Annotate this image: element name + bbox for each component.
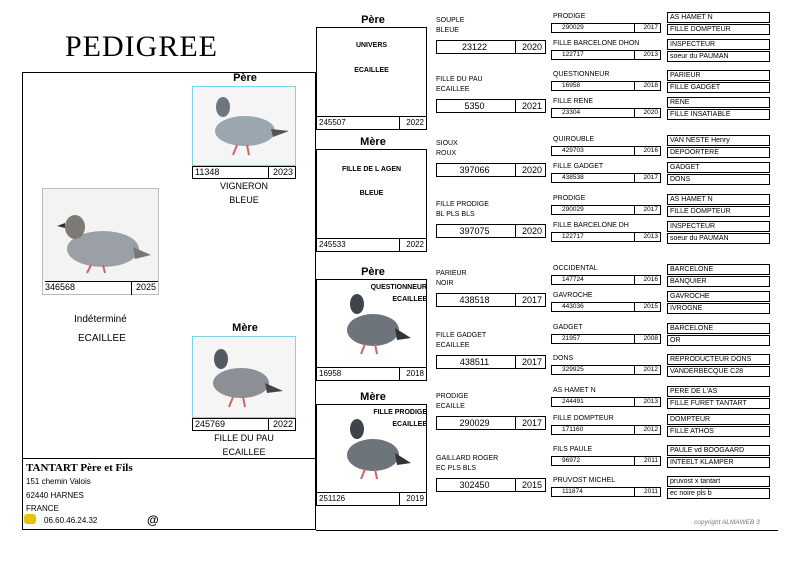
g5-dam: ec noire pls b	[667, 488, 770, 499]
g3-line1: FILLE PRODIGE	[436, 201, 489, 208]
g3-box	[436, 452, 546, 496]
g3-ring-row	[436, 416, 546, 430]
g2-year: 2019	[406, 494, 424, 503]
g5-sire: AS HAMET N	[667, 194, 770, 205]
sire-ring: 11348	[195, 167, 220, 177]
g4-box	[551, 414, 661, 437]
subject-photo-frame	[42, 188, 159, 295]
g5-sire: AS HAMET N	[667, 12, 770, 23]
g5-dam: soeur du PAUMAN	[667, 51, 770, 62]
g3-ring: 397075	[459, 226, 490, 236]
ring-divider	[399, 493, 400, 506]
ring-divider	[634, 51, 635, 59]
g3-line1: FILLE DU PAU	[436, 76, 483, 83]
ring-divider	[634, 24, 635, 32]
g5-dam: INTEELT KLAMPER	[667, 457, 770, 468]
ring-divider	[634, 82, 635, 90]
g4-box	[551, 97, 661, 120]
g2-ring-row	[317, 367, 426, 380]
g2-box	[316, 149, 427, 252]
g4-ring-row	[551, 205, 661, 215]
g4-ring-row	[551, 173, 661, 183]
g5-dam: FILLE DOMPTEUR	[667, 24, 770, 35]
owner-separator	[22, 458, 316, 459]
ring-divider	[634, 488, 635, 496]
g4-ring: 443036	[562, 303, 584, 310]
g2-color: BLEUE	[359, 190, 384, 197]
dam-color: ECAILLEE	[222, 447, 266, 457]
g4-ring: 122717	[562, 233, 584, 240]
g4-year: 2013	[643, 233, 658, 240]
g4-box	[551, 221, 661, 244]
g5-dam: FILLE INSATIABLE	[667, 109, 770, 120]
g3-line1: FILLE GADGET	[436, 332, 487, 339]
dam-year: 2022	[272, 419, 293, 429]
g4-box	[551, 291, 661, 314]
ring-divider	[515, 417, 516, 429]
ring-divider	[634, 457, 635, 465]
g4-year: 2016	[643, 147, 658, 154]
g5-sire: GADGET	[667, 162, 770, 173]
g3-year: 2017	[521, 418, 542, 428]
pigeon-photo	[43, 189, 158, 281]
g4-ring: 329925	[562, 366, 584, 373]
g5-sire: INSPECTEUR	[667, 221, 770, 232]
g3-year: 2015	[521, 480, 542, 490]
subject-ring: 346568	[45, 282, 76, 292]
g2-ring: 245507	[319, 118, 346, 127]
g4-year: 2013	[643, 398, 658, 405]
subject-year: 2025	[135, 282, 156, 292]
g4-name: FILS PAULE	[553, 446, 593, 453]
ring-divider	[399, 117, 400, 130]
g2-header: Mère	[360, 136, 386, 148]
email-icon[interactable]: @	[147, 513, 159, 527]
g3-line1: PARIEUR	[436, 270, 467, 277]
g3-line2: BLEUE	[436, 27, 459, 34]
g4-box	[551, 445, 661, 468]
g4-year: 2011	[644, 488, 658, 495]
g5-sire: GAVROCHE	[667, 291, 770, 302]
g4-name: PRODIGE	[553, 195, 586, 202]
g4-box	[551, 135, 661, 158]
g4-ring-row	[551, 456, 661, 466]
g5-dam: FILLE ATHOS	[667, 426, 770, 437]
g2-ring-row	[317, 116, 426, 129]
g2-ring-row	[317, 492, 426, 505]
copyright: copyright ALMAWEB 3	[694, 519, 760, 526]
g5-dam: FILLE FURET TANTART	[667, 398, 770, 409]
ring-divider	[399, 368, 400, 381]
g3-box	[436, 267, 546, 309]
ring-divider	[515, 164, 516, 176]
g3-line2: ECAILLEE	[436, 86, 470, 93]
g4-year: 2018	[643, 82, 658, 89]
owner-address: 151 chemin Valois	[26, 477, 91, 486]
g3-ring-row	[436, 478, 546, 492]
g3-box	[436, 14, 546, 56]
dam-ring: 245769	[195, 419, 226, 429]
g3-ring-row	[436, 293, 546, 307]
g4-ring: 171160	[562, 426, 584, 433]
g3-ring: 438511	[459, 357, 490, 367]
g4-name: PRUVOST MICHEL	[553, 477, 616, 484]
g3-year: 2017	[521, 357, 542, 367]
ring-divider	[634, 335, 635, 343]
g2-box	[316, 27, 427, 130]
g4-ring: 21957	[562, 335, 581, 342]
g3-line2: BL PLS BLS	[436, 211, 475, 218]
page-title: PEDIGREE	[65, 30, 218, 63]
g4-name: DONS	[553, 355, 574, 362]
g3-line1: SIOUX	[436, 140, 458, 147]
sire-ring-row	[192, 166, 296, 179]
ring-divider	[634, 398, 635, 406]
g5-sire: REPRODUCTEUR DONS	[667, 354, 770, 365]
g3-year: 2017	[521, 295, 542, 305]
g4-year: 2020	[643, 109, 658, 116]
g2-ring-row	[317, 238, 426, 251]
g2-year: 2022	[406, 118, 424, 127]
g4-box	[551, 162, 661, 185]
g4-box	[551, 70, 661, 93]
owner-country: FRANCE	[26, 504, 59, 513]
g4-box	[551, 323, 661, 346]
dam-name: FILLE DU PAU	[214, 433, 274, 443]
g3-ring-row	[436, 355, 546, 369]
g5-dam: BANQUIER	[667, 276, 770, 287]
g4-year: 2012	[643, 366, 658, 373]
g3-line2: ECAILLEE	[436, 342, 470, 349]
g4-year: 2017	[643, 24, 658, 31]
g4-ring-row	[551, 365, 661, 375]
g4-name: FILLE DOMPTEUR	[553, 415, 614, 422]
ring-divider	[515, 100, 516, 112]
g3-line1: SOUPLE	[436, 17, 465, 24]
g2-box	[316, 279, 427, 381]
g3-year: 2020	[521, 42, 542, 52]
g5-sire: INSPECTEUR	[667, 39, 770, 50]
g4-ring-row	[551, 232, 661, 242]
g4-year: 2012	[643, 426, 658, 433]
g4-name: OCCIDENTAL	[553, 265, 598, 272]
g4-ring: 16958	[562, 82, 581, 89]
ring-divider	[634, 174, 635, 182]
owner-city: 62440 HARNES	[26, 491, 84, 500]
owner-phone: 06.60.46.24.32	[44, 516, 98, 525]
g5-sire: PARIEUR	[667, 70, 770, 81]
g5-sire: DOMPTEUR	[667, 414, 770, 425]
owner-name: TANTART Père et Fils	[26, 462, 133, 474]
sire-color: BLEUE	[229, 195, 259, 205]
g4-year: 2017	[643, 174, 658, 181]
ring-divider	[634, 276, 635, 284]
g3-ring: 23122	[461, 42, 488, 52]
g2-color: ECAILLEE	[354, 67, 389, 74]
g5-dam: DONS	[667, 174, 770, 185]
g2-year: 2018	[406, 369, 424, 378]
subject-sex: Indéterminé	[74, 314, 127, 325]
dam-header: Mère	[232, 322, 258, 334]
g3-ring: 438518	[459, 295, 490, 305]
subject-ring-row	[45, 281, 158, 294]
g4-year: 2011	[644, 457, 658, 464]
g4-box	[551, 39, 661, 62]
subject-color: ECAILLEE	[78, 333, 126, 344]
g4-ring-row	[551, 23, 661, 33]
g3-ring-row	[436, 99, 546, 113]
sire-year: 2023	[272, 167, 293, 177]
g4-ring-row	[551, 487, 661, 497]
g5-sire: BARCELONE	[667, 323, 770, 334]
g3-line2: ROUX	[436, 150, 457, 157]
g2-year: 2022	[406, 240, 424, 249]
g4-ring: 147724	[562, 276, 584, 283]
ring-divider	[268, 419, 269, 430]
g3-year: 2020	[521, 165, 542, 175]
g5-dam: IVROGNE	[667, 303, 770, 314]
ring-divider	[268, 167, 269, 178]
g4-ring-row	[551, 397, 661, 407]
g4-name: FILLE BARCELONE DHON	[553, 40, 640, 47]
g4-name: GAVROCHE	[553, 292, 593, 299]
ring-divider	[634, 366, 635, 374]
g4-ring-row	[551, 334, 661, 344]
g2-name: FILLE DE L AGEN	[341, 166, 402, 173]
g4-name: FILLE GADGET	[553, 163, 604, 170]
g2-color: ECAILLEE	[392, 421, 427, 428]
ring-divider	[515, 41, 516, 53]
ring-divider	[634, 303, 635, 311]
g3-line1: GAILLARD ROGER	[436, 455, 499, 462]
g4-name: FILLE RENE	[553, 98, 594, 105]
g3-line1: PRODIGE	[436, 393, 469, 400]
ring-divider	[131, 282, 132, 295]
g3-line2: NOIR	[436, 280, 454, 287]
ring-divider	[515, 356, 516, 368]
ring-divider	[634, 147, 635, 155]
g3-box	[436, 329, 546, 373]
ring-divider	[515, 225, 516, 237]
g5-dam: OR	[667, 335, 770, 346]
g5-dam: DEPOORTERE	[667, 147, 770, 158]
ring-divider	[634, 233, 635, 241]
g3-year: 2021	[521, 101, 542, 111]
g5-sire: BARCELONE	[667, 264, 770, 275]
g5-dam: FILLE GADGET	[667, 82, 770, 93]
g4-box	[551, 264, 661, 287]
dam-ring-row	[192, 418, 296, 431]
pigeon-photo	[193, 87, 295, 165]
g3-ring-row	[436, 40, 546, 54]
g4-ring: 96972	[562, 457, 581, 464]
g4-year: 2013	[643, 51, 658, 58]
ring-divider	[399, 239, 400, 252]
g4-box	[551, 476, 661, 499]
g4-box	[551, 386, 661, 409]
g4-ring: 429703	[562, 147, 584, 154]
phone-icon	[24, 514, 36, 524]
g5-sire: RENE	[667, 97, 770, 108]
g2-header: Père	[361, 14, 385, 26]
g3-year: 2020	[521, 226, 542, 236]
pigeon-photo	[193, 337, 295, 417]
g4-year: 2015	[643, 303, 658, 310]
g4-box	[551, 12, 661, 35]
dam-photo-frame	[192, 336, 296, 418]
g4-ring-row	[551, 302, 661, 312]
g4-ring-row	[551, 81, 661, 91]
g3-line2: ECAILLE	[436, 403, 465, 410]
g4-ring: 23304	[562, 109, 581, 116]
g3-line2: EC PLS BLS	[436, 465, 477, 472]
ring-divider	[634, 109, 635, 117]
ring-divider	[515, 294, 516, 306]
g3-box	[436, 390, 546, 432]
g4-ring-row	[551, 425, 661, 435]
sire-header: Père	[233, 72, 257, 84]
g5-sire: VAN NESTE Henry	[667, 135, 770, 146]
g4-name: QUIROUBLE	[553, 136, 595, 143]
g4-name: QUESTIONNEUR	[553, 71, 610, 78]
g3-ring: 397066	[459, 165, 490, 175]
g5-sire: PAULE vd BOOGAARD	[667, 445, 770, 456]
g4-ring: 244491	[562, 398, 584, 405]
g2-header: Père	[361, 266, 385, 278]
bottom-line	[316, 530, 778, 531]
g4-ring-row	[551, 275, 661, 285]
g4-name: GADGET	[553, 324, 583, 331]
g2-box	[316, 404, 427, 506]
ring-divider	[634, 206, 635, 214]
g5-sire: pruvost x tantart	[667, 476, 770, 487]
g4-year: 2008	[643, 335, 658, 342]
g3-ring: 290029	[459, 418, 490, 428]
g2-ring: 251126	[319, 494, 346, 503]
g3-ring-row	[436, 224, 546, 238]
g5-dam: FILLE DOMPTEUR	[667, 206, 770, 217]
g3-ring: 5350	[464, 101, 485, 111]
sire-photo-frame	[192, 86, 296, 166]
g3-ring: 302450	[459, 480, 490, 490]
g4-box	[551, 194, 661, 217]
g3-box	[436, 73, 546, 117]
g2-ring: 16958	[319, 369, 342, 378]
sire-name: VIGNERON	[219, 181, 268, 191]
g4-name: FILLE BARCELONE DH	[553, 222, 629, 229]
g5-sire: PERE DE L'AS	[667, 386, 770, 397]
g4-name: AS HAMET N	[553, 387, 596, 394]
g4-ring: 290029	[562, 24, 584, 31]
g4-ring-row	[551, 50, 661, 60]
g2-header: Mère	[360, 391, 386, 403]
g5-dam: VANDERBECQUE C28	[667, 366, 770, 377]
g4-ring-row	[551, 108, 661, 118]
g4-ring: 111874	[562, 488, 583, 495]
g4-name: PRODIGE	[553, 13, 586, 20]
g3-ring-row	[436, 163, 546, 177]
g4-ring: 290029	[562, 206, 584, 213]
g4-ring-row	[551, 146, 661, 156]
g3-box	[436, 198, 546, 242]
g5-dam: soeur du PAUMAN	[667, 233, 770, 244]
g4-box	[551, 354, 661, 377]
g2-ring: 245533	[319, 240, 346, 249]
g2-name: QUESTIONNEUR	[370, 284, 427, 291]
g3-box	[436, 137, 546, 179]
g2-name: FILLE PRODIGE	[373, 409, 427, 416]
g2-color: ECAILLEE	[392, 296, 427, 303]
ring-divider	[515, 479, 516, 491]
g4-ring: 438538	[562, 174, 584, 181]
g4-ring: 122717	[562, 51, 584, 58]
g4-year: 2017	[643, 206, 658, 213]
g4-year: 2016	[643, 276, 658, 283]
g2-name: UNIVERS	[355, 42, 388, 49]
ring-divider	[634, 426, 635, 434]
